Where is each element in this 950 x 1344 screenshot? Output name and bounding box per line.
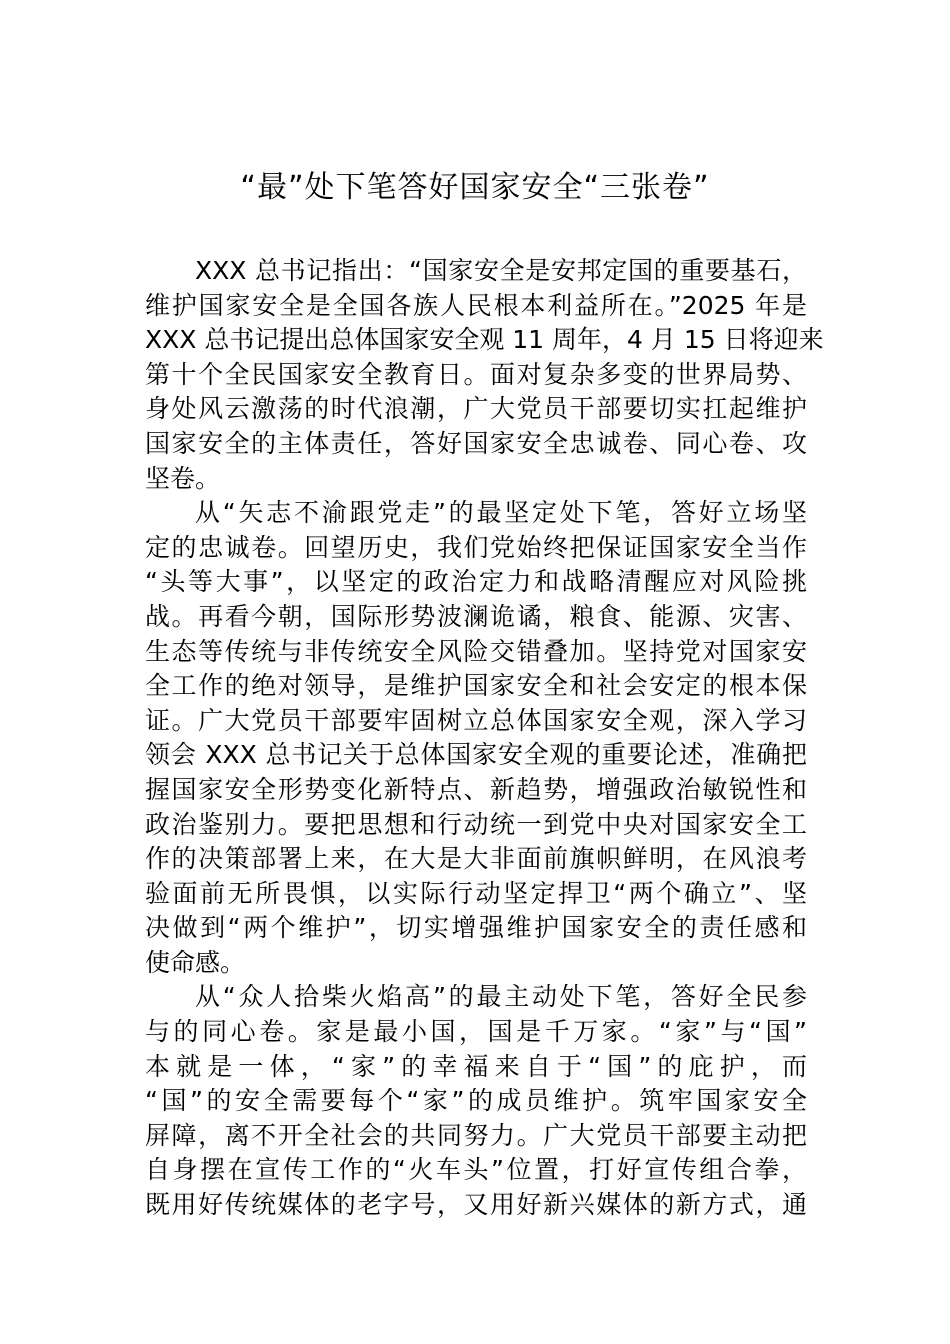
text-line: 证。广大党员干部要牢固树立总体国家安全观，深入学习 <box>145 705 807 735</box>
text-line: “国”的安全需要每个“家”的成员维护。筑牢国家安全 <box>145 1086 807 1116</box>
text-line: “头等大事”，以坚定的政治定力和战略清醒应对风险挑 <box>145 567 807 597</box>
document-title: “最”处下笔答好国家安全“三张卷” <box>240 170 710 205</box>
text-line: 作的决策部署上来，在大是大非面前旗帜鲜明，在风浪考 <box>145 844 807 874</box>
paragraph-3 <box>145 980 807 1222</box>
text-line: 屏障，离不开全社会的共同努力。广大党员干部要主动把 <box>145 1120 807 1150</box>
text-line: 政治鉴别力。要把思想和行动统一到党中央对国家安全工 <box>145 809 807 839</box>
text-line: 坚卷。 <box>145 463 221 493</box>
text-line: 从“众人拾柴火焰高”的最主动处下笔，答好全民参 <box>195 982 807 1012</box>
text-line: 使命感。 <box>145 947 246 977</box>
document-body <box>145 254 824 1223</box>
text-line: 自身摆在宣传工作的“火车头”位置，打好宣传组合拳， <box>145 1155 807 1185</box>
text-line: 国家安全的主体责任，答好国家安全忠诚卷、同心卷、攻 <box>145 428 807 458</box>
text-line: 生态等传统与非传统安全风险交错叠加。坚持党对国家安 <box>145 636 807 666</box>
text-line: 本就是一体，“家”的幸福来自于“国”的庇护，而 <box>145 1051 807 1081</box>
text-line: XXX 总书记指出：“国家安全是安邦定国的重要基石， <box>195 256 807 285</box>
paragraph-2 <box>145 496 807 980</box>
text-line: 握国家安全形势变化新特点、新趋势，增强政治敏锐性和 <box>145 774 807 804</box>
text-line: 领会 XXX 总书记关于总体国家安全观的重要论述，准确把 <box>145 740 807 770</box>
paragraph-1 <box>145 254 824 496</box>
text-line: 身处风云激荡的时代浪潮，广大党员干部要切实扛起维护 <box>145 394 807 424</box>
text-line: 战。再看今朝，国际形势波澜诡谲，粮食、能源、灾害、 <box>145 601 807 631</box>
text-line: 既用好传统媒体的老字号，又用好新兴媒体的新方式，通 <box>145 1190 807 1220</box>
text-line: 第十个全民国家安全教育日。面对复杂多变的世界局势、 <box>145 359 807 389</box>
text-line: 验面前无所畏惧，以实际行动坚定捍卫“两个确立”、坚 <box>145 878 807 908</box>
text-line: 定的忠诚卷。回望历史，我们党始终把保证国家安全当作 <box>145 532 807 562</box>
text-line: 全工作的绝对领导，是维护国家安全和社会安定的根本保 <box>145 671 807 701</box>
text-line: XXX 总书记提出总体国家安全观 11 周年，4 月 15 日将迎来 <box>145 325 824 355</box>
text-line: 决做到“两个维护”，切实增强维护国家安全的责任感和 <box>145 913 807 943</box>
text-line: 从“矢志不渝跟党走”的最坚定处下笔，答好立场坚 <box>195 498 807 528</box>
text-line: 维护国家安全是全国各族人民根本利益所在。”2025 年是 <box>145 290 807 320</box>
text-line: 与的同心卷。家是最小国，国是千万家。“家”与“国” <box>145 1017 807 1047</box>
